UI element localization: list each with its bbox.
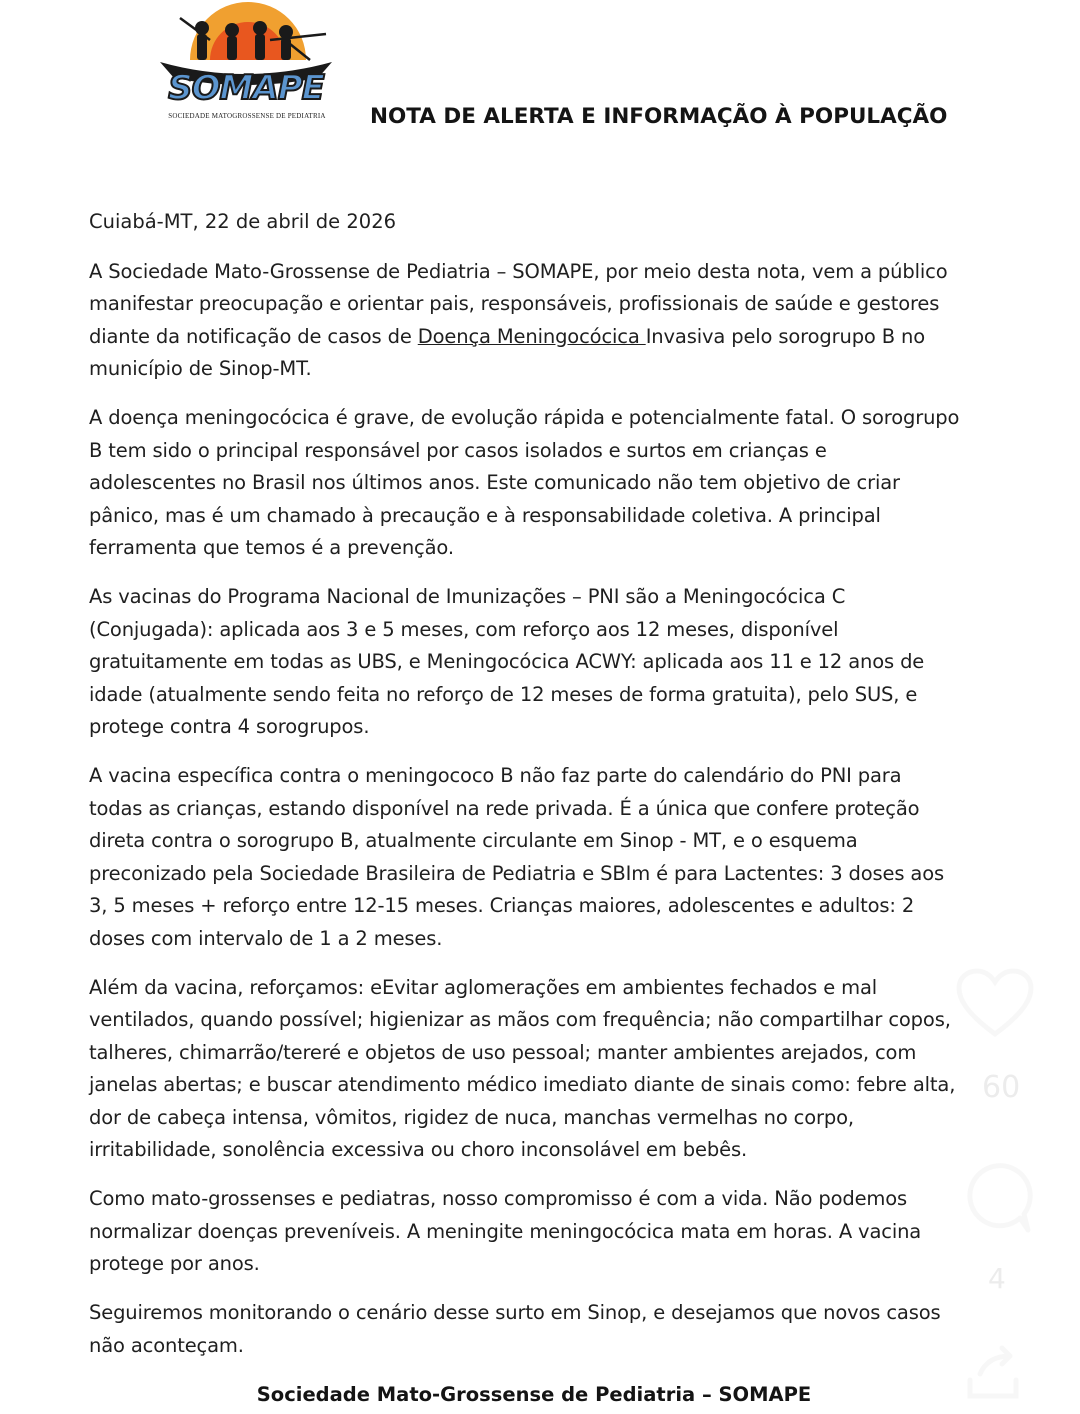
logo-subtitle: SOCIEDADE MATOGROSSENSE DE PEDIATRIA: [168, 112, 326, 120]
comment-icon[interactable]: [958, 1160, 1034, 1236]
paragraph-pni-vaccines: As vacinas do Programa Nacional de Imunizações – PNI são a Meningocócica C (Conjugada): aplicada aos 3 e 5 meses, com reforço aos 12 meses, disponível gratuitamente em todas as UBS, e Meningocócica ACWY: aplicada aos 11 e 12 anos de idade (atualmente sendo feita no reforço de 12 meses de forma gratuita), pelo SUS, e protege contra 4 sorogrupos.: [89, 585, 925, 738]
like-count: 60: [982, 1070, 1021, 1105]
comment-count: 4: [988, 1262, 1006, 1295]
heart-icon[interactable]: [955, 968, 1035, 1040]
paragraph-intro-text-end: Invasiva pelo sorogrupo B no município de Sinop-MT.: [89, 324, 926, 380]
dateline: Cuiabá-MT, 22 de abril de 2026: [89, 210, 397, 233]
document-body: [89, 206, 979, 1379]
paragraph-monitoring: Seguiremos monitorando o cenário desse surto em Sinop, e desejamos que novos casos não aconteçam.: [89, 1301, 941, 1357]
paragraph-intro-text-start: A Sociedade Mato-Grossense de Pediatria – SOMAPE, por meio desta nota, vem a público manifestar preocupação e orientar pais, responsáveis, profissionais de saúde e gestores diante da notificação de casos de: [89, 259, 948, 348]
paragraph-intro: [89, 256, 979, 386]
logo-emblem: [150, 0, 340, 128]
disease-link[interactable]: Doença Meningocócica: [417, 324, 646, 348]
paragraph-precautions: Além da vacina, reforçamos: eEvitar aglomerações em ambientes fechados e mal ventilados, quando possível; higienizar as mãos com frequência; não compartilhar copos, talheres, chimarrão/tereré e objetos de uso pessoal; manter ambientes arejados, com janelas abertas; e buscar atendimento médico imediato diante de sinais como: febre alta, dor de cabeça intensa, vômitos, rigidez de nuca, manchas vermelhas no corpo, irritabilidade, sonolência excessiva ou choro inconsolável em bebês.: [89, 975, 956, 1161]
logo-wordmark: SOMAPE: [168, 68, 324, 108]
page-title: NOTA DE ALERTA E INFORMAÇÃO À POPULAÇÃO: [370, 104, 948, 129]
paragraph-meningococcal-b-vaccine: A vacina específica contra o meningococo B não faz parte do calendário do PNI para todas as crianças, estando disponível na rede privada. É a única que confere proteção direta contra o sorogrupo B, atualmente circulante em Sinop - MT, e o esquema preconizado pela Sociedade Brasileira de Pediatria e SBIm é para Lactentes: 3 doses aos 3, 5 meses + reforço entre 12-15 meses. Crianças maiores, adolescentes e adultos: 2 doses com intervalo de 1 a 2 meses.: [89, 764, 945, 950]
somape-logo: [150, 0, 340, 128]
paragraph-disease: A doença meningocócica é grave, de evolução rápida e potencialmente fatal. O sorogrupo B tem sido o principal responsável por casos isolados e surtos em crianças e adolescentes no Brasil nos últimos anos. Este comunicado não tem objetivo de criar pânico, mas é um chamado à precaução e à responsabilidade coletiva. A principal ferramenta que temos é a prevenção.: [89, 406, 960, 559]
paragraph-commitment: Como mato-grossenses e pediatras, nosso compromisso é com a vida. Não podemos normalizar doenças preveníveis. A meningite meningocócica mata em horas. A vacina protege por anos.: [89, 1187, 922, 1275]
share-icon[interactable]: [958, 1340, 1028, 1410]
signature: Sociedade Mato-Grossense de Pediatria – SOMAPE: [256, 1383, 812, 1406]
